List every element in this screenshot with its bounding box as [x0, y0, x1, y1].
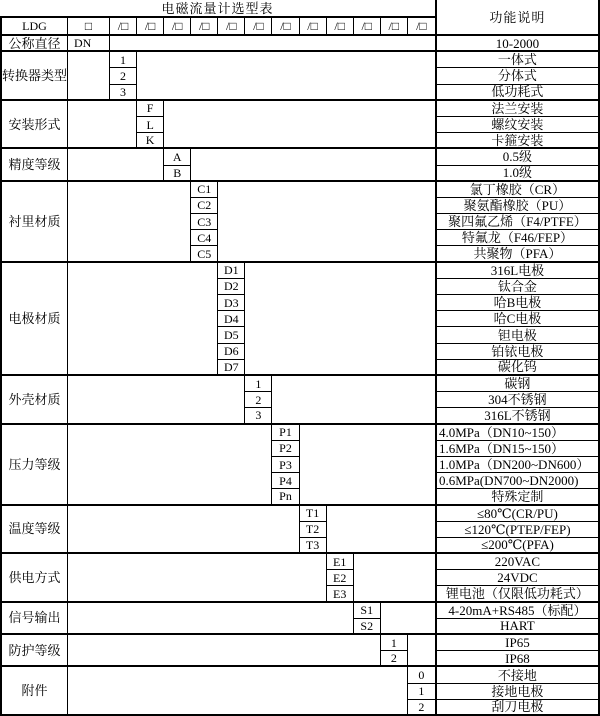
model-prefix: LDG — [0, 18, 68, 36]
function-cell: 0.6MPa(DN700~DN2000) — [435, 473, 600, 489]
band-label: 附件 — [0, 667, 68, 716]
function-cell: IP68 — [435, 651, 600, 667]
code-cell: D6 — [218, 344, 245, 360]
empty-cell — [137, 52, 435, 101]
function-cell: 锂电池（仅限低功耗式） — [435, 586, 600, 602]
empty-cell — [245, 263, 435, 376]
function-cell: 哈B电极 — [435, 295, 600, 311]
code-cell: D3 — [218, 295, 245, 311]
empty-cell — [327, 506, 435, 555]
empty-cell — [354, 554, 435, 603]
function-cell: 碳钢 — [435, 376, 600, 392]
empty-cell — [68, 376, 245, 425]
function-cell: 304不锈钢 — [435, 392, 600, 408]
code-cell: T3 — [300, 538, 327, 554]
code-cell: P1 — [272, 425, 299, 441]
function-cell: 不接地 — [435, 667, 600, 683]
function-cell: HART — [435, 619, 600, 635]
model-first-box: □ — [68, 18, 110, 36]
code-cell: 1 — [381, 635, 408, 651]
code-cell: K — [137, 133, 164, 149]
empty-cell — [381, 603, 435, 635]
function-cell: 刮刀电极 — [435, 700, 600, 716]
code-cell: C2 — [191, 198, 218, 214]
function-cell: ≤80℃(CR/PU) — [435, 506, 600, 522]
empty-cell — [191, 149, 435, 181]
function-cell: 聚氨酯橡胶（PU） — [435, 198, 600, 214]
code-cell: 2 — [381, 651, 408, 667]
band-label: 外壳材质 — [0, 376, 68, 425]
empty-cell — [68, 425, 272, 506]
band-label: 公称直径 — [0, 36, 68, 52]
function-cell: 氯丁橡胶（CR） — [435, 182, 600, 198]
function-cell: ≤120℃(PTEP/FEP) — [435, 522, 600, 538]
code-cell: 2 — [408, 700, 435, 716]
code-cell: D5 — [218, 327, 245, 343]
code-cell: 1 — [110, 52, 137, 68]
empty-cell — [68, 182, 191, 263]
code-cell: D7 — [218, 360, 245, 376]
empty-cell — [68, 101, 137, 150]
code-cell: L — [137, 117, 164, 133]
function-cell: 共聚物（PFA） — [435, 246, 600, 262]
code-cell: D1 — [218, 263, 245, 279]
function-cell: 钛合金 — [435, 279, 600, 295]
code-cell: P4 — [272, 473, 299, 489]
band-label: 安装形式 — [0, 101, 68, 150]
code-cell: A — [164, 149, 191, 165]
function-cell: 4.0MPa（DN10~150） — [435, 425, 600, 441]
function-cell: 哈C电极 — [435, 311, 600, 327]
code-cell: 2 — [245, 392, 272, 408]
function-cell: 螺纹安装 — [435, 117, 600, 133]
code-cell: C1 — [191, 182, 218, 198]
empty-cell — [68, 263, 218, 376]
code-cell: B — [164, 166, 191, 182]
band-label: 衬里材质 — [0, 182, 68, 263]
empty-cell — [68, 52, 110, 101]
table-title: 电磁流量计选型表 — [0, 0, 435, 18]
band-label: 防护等级 — [0, 635, 68, 667]
function-column-header: 功能说明 — [435, 0, 600, 36]
function-cell: IP65 — [435, 635, 600, 651]
code-cell: DN — [68, 36, 110, 52]
band-label: 电极材质 — [0, 263, 68, 376]
code-cell: F — [137, 101, 164, 117]
empty-cell — [408, 635, 435, 667]
code-cell: C3 — [191, 214, 218, 230]
model-slot-box: /□ — [327, 18, 354, 36]
function-cell: 10-2000 — [435, 36, 600, 52]
code-cell: 2 — [110, 68, 137, 84]
code-cell: E2 — [327, 570, 354, 586]
function-cell: 220VAC — [435, 554, 600, 570]
function-cell: 接地电极 — [435, 684, 600, 700]
model-slot-box: /□ — [191, 18, 218, 36]
empty-cell — [68, 603, 354, 635]
function-cell: ≤200℃(PFA) — [435, 538, 600, 554]
band-label: 温度等级 — [0, 506, 68, 555]
function-cell: 特殊定制 — [435, 489, 600, 505]
model-slot-box: /□ — [164, 18, 191, 36]
model-slot-box: /□ — [245, 18, 272, 36]
code-cell: S1 — [354, 603, 381, 619]
code-cell: T2 — [300, 522, 327, 538]
function-cell: 钽电极 — [435, 327, 600, 343]
code-cell: S2 — [354, 619, 381, 635]
empty-cell — [68, 506, 300, 555]
function-cell: 1.0级 — [435, 166, 600, 182]
code-cell: D2 — [218, 279, 245, 295]
function-cell: 0.5级 — [435, 149, 600, 165]
function-cell: 316L不锈钢 — [435, 408, 600, 424]
band-label: 信号输出 — [0, 603, 68, 635]
empty-cell — [218, 182, 435, 263]
code-cell: Pn — [272, 489, 299, 505]
function-cell: 316L电极 — [435, 263, 600, 279]
empty-cell — [300, 425, 435, 506]
function-cell: 一体式 — [435, 52, 600, 68]
code-cell: T1 — [300, 506, 327, 522]
code-cell: 1 — [408, 684, 435, 700]
model-slot-box: /□ — [272, 18, 299, 36]
empty-cell — [68, 667, 408, 716]
code-cell: E1 — [327, 554, 354, 570]
empty-cell — [68, 149, 164, 181]
function-cell: 1.6MPa（DN15~150） — [435, 441, 600, 457]
model-slot-box: /□ — [110, 18, 137, 36]
code-cell: D4 — [218, 311, 245, 327]
empty-cell — [272, 376, 434, 425]
model-slot-box: /□ — [381, 18, 408, 36]
function-cell: 铂铱电极 — [435, 344, 600, 360]
model-slot-box: /□ — [408, 18, 435, 36]
function-cell: 特氟龙（F46/FEP） — [435, 230, 600, 246]
band-label: 精度等级 — [0, 149, 68, 181]
function-cell: 法兰安装 — [435, 101, 600, 117]
function-cell: 4-20mA+RS485（标配） — [435, 603, 600, 619]
code-cell: P2 — [272, 441, 299, 457]
function-cell: 分体式 — [435, 68, 600, 84]
code-cell: 1 — [245, 376, 272, 392]
band-label: 压力等级 — [0, 425, 68, 506]
empty-cell — [110, 36, 435, 52]
empty-cell — [68, 554, 327, 603]
code-cell: E3 — [327, 586, 354, 602]
function-cell: 聚四氟乙烯（F4/PTFE） — [435, 214, 600, 230]
band-label: 转换器类型 — [0, 52, 68, 101]
function-cell: 低功耗式 — [435, 85, 600, 101]
empty-cell — [164, 101, 435, 150]
function-cell: 24VDC — [435, 570, 600, 586]
model-slot-box: /□ — [300, 18, 327, 36]
model-slot-box: /□ — [137, 18, 164, 36]
model-slot-box: /□ — [354, 18, 381, 36]
function-cell: 卡箍安装 — [435, 133, 600, 149]
band-label: 供电方式 — [0, 554, 68, 603]
function-cell: 碳化钨 — [435, 360, 600, 376]
empty-cell — [68, 635, 381, 667]
code-cell: 3 — [245, 408, 272, 424]
code-cell: C4 — [191, 230, 218, 246]
model-slot-box: /□ — [218, 18, 245, 36]
code-cell: 0 — [408, 667, 435, 683]
code-cell: 3 — [110, 85, 137, 101]
code-cell: P3 — [272, 457, 299, 473]
code-cell: C5 — [191, 246, 218, 262]
function-cell: 1.0MPa（DN200~DN600） — [435, 457, 600, 473]
